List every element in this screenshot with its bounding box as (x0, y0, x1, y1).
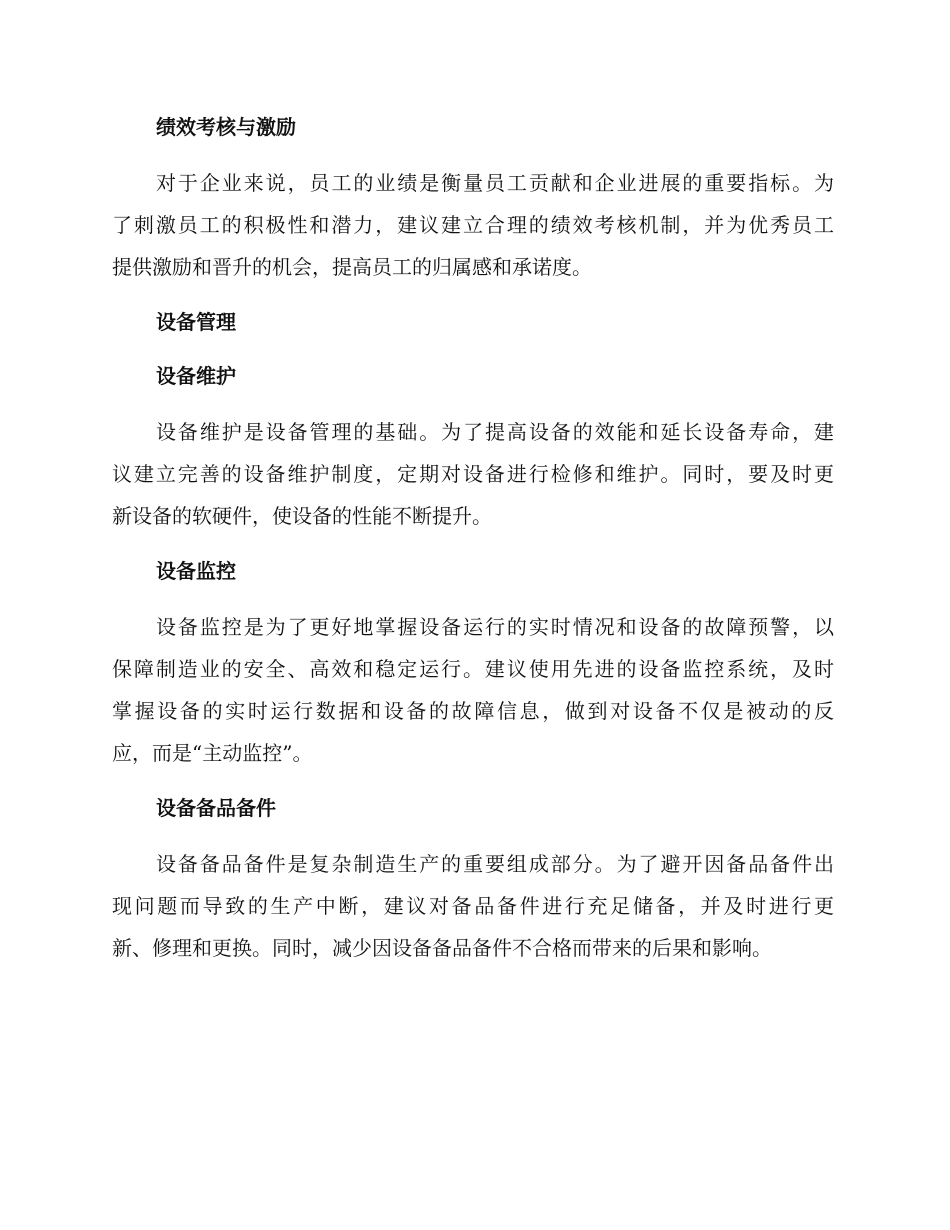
section-heading-spare-parts: 设备备品备件 (156, 796, 276, 820)
paragraph-line: 设备维护是设备管理的基础。为了提高设备的效能和延长设备寿命，建 (156, 420, 834, 444)
paragraph-line: 设备备品备件是复杂制造生产的重要组成部分。为了避开因备品备件出 (156, 852, 834, 876)
paragraph-spare-parts (112, 843, 834, 969)
paragraph-line: 新设备的软硬件，使设备的性能不断提升。 (112, 504, 492, 528)
section-heading-performance: 绩效考核与激励 (156, 115, 296, 139)
paragraph-line: 设备监控是为了更好地掌握设备运行的实时情况和设备的故障预警，以 (156, 615, 834, 639)
paragraph-line: 了刺激员工的积极性和潜力，建议建立合理的绩效考核机制，并为优秀员工 (112, 213, 834, 237)
paragraph-line: 掌握设备的实时运行数据和设备的故障信息，做到对设备不仅是被动的反 (112, 699, 834, 723)
paragraph-line: 议建立完善的设备维护制度，定期对设备进行检修和维护。同时，要及时更 (112, 462, 834, 486)
paragraph-equipment-monitoring (112, 606, 834, 774)
paragraph-equipment-maintenance (112, 411, 834, 537)
paragraph-performance (112, 162, 834, 288)
paragraph-line: 提供激励和晋升的机会，提高员工的归属感和承诺度。 (112, 255, 592, 279)
section-heading-equipment-management: 设备管理 (156, 310, 236, 334)
section-heading-equipment-monitoring: 设备监控 (156, 559, 236, 583)
section-heading-equipment-maintenance: 设备维护 (156, 364, 236, 388)
paragraph-line: 新、修理和更换。同时，减少因设备备品备件不合格而带来的后果和影响。 (112, 936, 772, 960)
paragraph-line: 应，而是“主动监控”。 (112, 741, 313, 765)
paragraph-line: 对于企业来说，员工的业绩是衡量员工贡献和企业进展的重要指标。为 (156, 171, 834, 195)
paragraph-line: 保障制造业的安全、高效和稳定运行。建议使用先进的设备监控系统，及时 (112, 657, 834, 681)
paragraph-line: 现问题而导致的生产中断，建议对备品备件进行充足储备，并及时进行更 (112, 894, 834, 918)
